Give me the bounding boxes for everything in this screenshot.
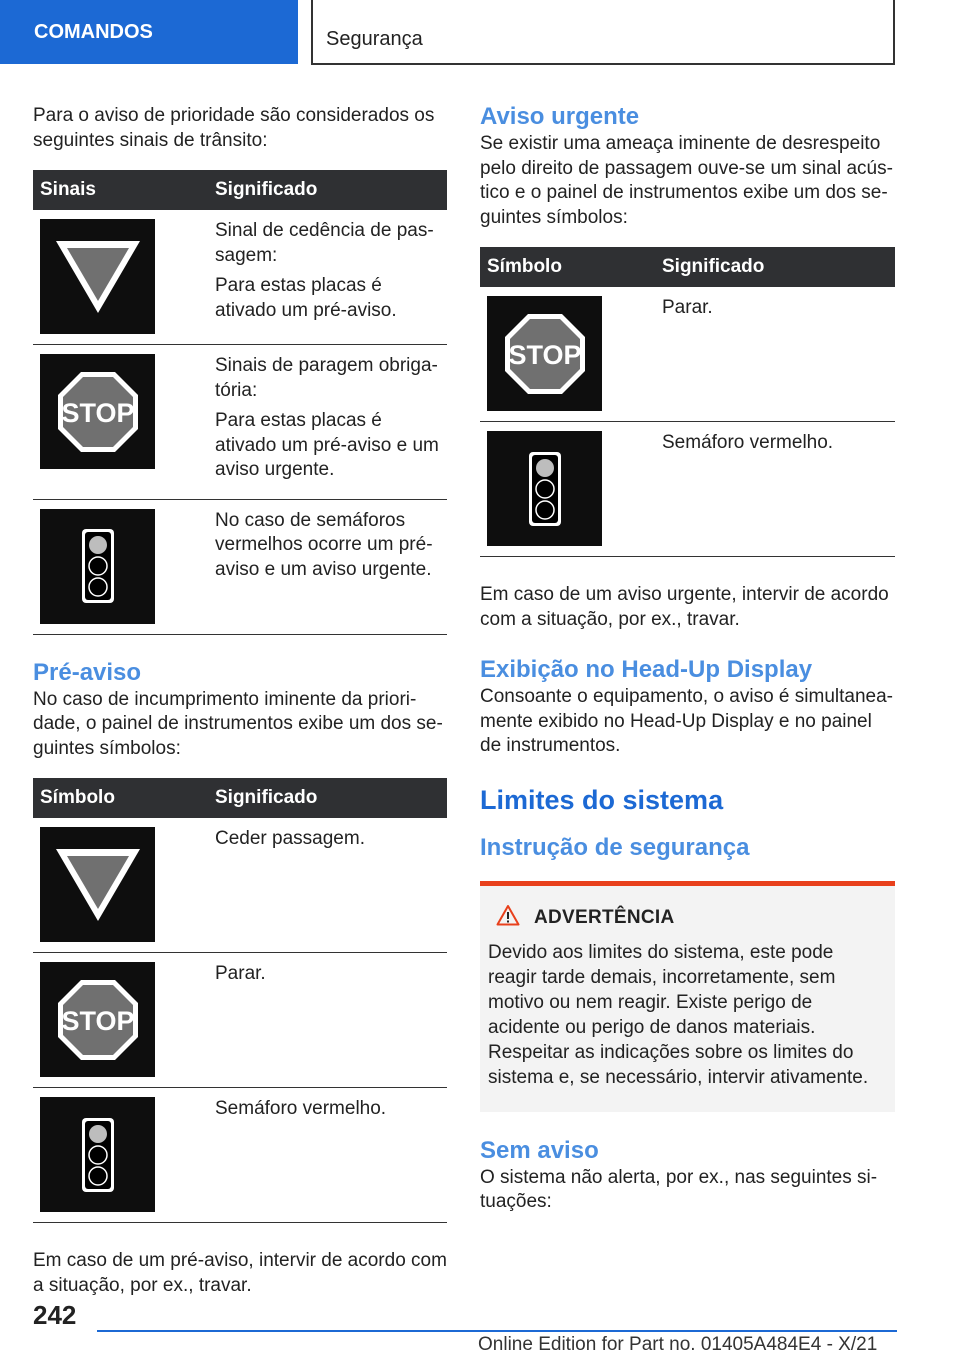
svg-text:STOP: STOP	[507, 339, 582, 370]
stop-sign-icon	[40, 354, 155, 469]
svg-text:STOP: STOP	[60, 397, 135, 428]
row-text: Sinal de cedência de passagem:	[215, 220, 434, 266]
urgente-heading: Aviso urgente	[480, 103, 640, 130]
row-text: Sinais de paragem obrigatória:	[215, 355, 438, 401]
yield-sign-icon	[40, 219, 155, 334]
traffic-light-icon	[40, 1097, 155, 1212]
hud-text: Consoante o equipamento, o aviso é simultaneamente exibido no Head-Up Display e no painel de instrumentos.	[480, 686, 893, 756]
header-divider-right	[893, 0, 895, 64]
table-row	[33, 818, 447, 953]
urgente-text: Se existir uma ameaça iminente de desrespeito pelo direito de passagem ouve-se um sinal acústico e o painel de instrumentos exibe um dos seguintes símbolos:	[480, 133, 893, 228]
section-title: Segurança	[326, 28, 423, 50]
preaviso-heading: Pré-aviso	[33, 658, 142, 686]
footer-rule	[97, 1330, 897, 1332]
urgente-outro: Em caso de um aviso urgente, intervir de acordo com a situação, por ex., travar.	[480, 584, 889, 630]
col-header-symbol: Símbolo	[33, 778, 197, 818]
table-row	[33, 345, 447, 500]
preaviso-outro: Em caso de um pré-aviso, intervir de acordo com a situação, por ex., travar.	[33, 1250, 447, 1296]
svg-text:STOP: STOP	[60, 1005, 135, 1036]
warning-triangle-icon	[496, 904, 520, 932]
row-text: Para estas placas é ativado um pré-aviso.	[215, 275, 397, 321]
header-underline	[311, 63, 895, 65]
hud-heading: Exibição no Head-Up Display	[480, 656, 813, 683]
row-text: Para estas placas é ativado um pré-aviso e um aviso urgente.	[215, 410, 439, 480]
preaviso-symbols-table	[33, 778, 447, 1223]
edition-text: Online Edition for Part no. 01405A484E4 - X/21	[478, 1334, 878, 1355]
col-header-meaning: Significado	[644, 247, 895, 287]
warning-text: Devido aos limites do sistema, este pode reagir tarde demais, incorretamente, sem motivo ou nem reagir. Existe perigo de acidente ou perigo de danos materiais. Respeitar as indicações sobre os limites do sistema e, se necessário, intervir ativamente.	[488, 941, 869, 1088]
header-divider	[311, 0, 313, 64]
table-header	[33, 778, 447, 818]
stop-sign-icon	[487, 296, 602, 411]
table-row	[480, 287, 895, 422]
safety-heading: Instrução de segurança	[480, 833, 750, 861]
traffic-light-icon	[40, 509, 155, 624]
row-text: Ceder passagem.	[215, 828, 365, 849]
signs-table	[33, 170, 447, 635]
table-row	[33, 953, 447, 1088]
table-row	[33, 499, 447, 634]
row-text: No caso de semáforos vermelhos ocorre um pré-aviso e um aviso urgente.	[215, 509, 433, 580]
semaviso-text: O sistema não alerta, por ex., nas seguintes situações:	[480, 1166, 878, 1212]
table-row	[33, 210, 447, 345]
intro-text: Para o aviso de prioridade são considerados os seguintes sinais de trânsito:	[33, 105, 435, 151]
right-column	[480, 104, 895, 1215]
chapter-tab	[0, 0, 298, 64]
chapter-label: COMANDOS	[34, 20, 153, 43]
semaviso-heading: Sem aviso	[480, 1136, 599, 1164]
row-text: Parar.	[662, 297, 713, 318]
col-header-meaning: Significado	[197, 170, 447, 210]
row-text: Semáforo vermelho.	[215, 1098, 387, 1119]
col-header-symbol: Símbolo	[480, 247, 644, 287]
table-header	[33, 170, 447, 210]
warning-header	[488, 904, 887, 932]
table-row	[480, 422, 895, 557]
traffic-light-icon	[487, 431, 602, 546]
urgente-symbols-table	[480, 247, 895, 557]
table-header	[480, 247, 895, 287]
col-header-signs: Sinais	[33, 170, 197, 210]
preaviso-text: No caso de incumprimento iminente da prioridade, o painel de instrumentos exibe um dos seguintes símbolos:	[33, 688, 443, 759]
stop-sign-icon	[40, 962, 155, 1077]
left-column	[33, 104, 447, 1298]
limits-heading: Limites do sistema	[480, 784, 724, 815]
warning-title: ADVERTÊNCIA	[534, 906, 675, 928]
table-row	[33, 1088, 447, 1223]
col-header-meaning: Significado	[197, 778, 447, 818]
yield-sign-icon	[40, 827, 155, 942]
row-text: Semáforo vermelho.	[662, 432, 834, 453]
warning-box	[480, 881, 895, 1112]
page-number: 242	[33, 1300, 77, 1330]
row-text: Parar.	[215, 963, 266, 984]
